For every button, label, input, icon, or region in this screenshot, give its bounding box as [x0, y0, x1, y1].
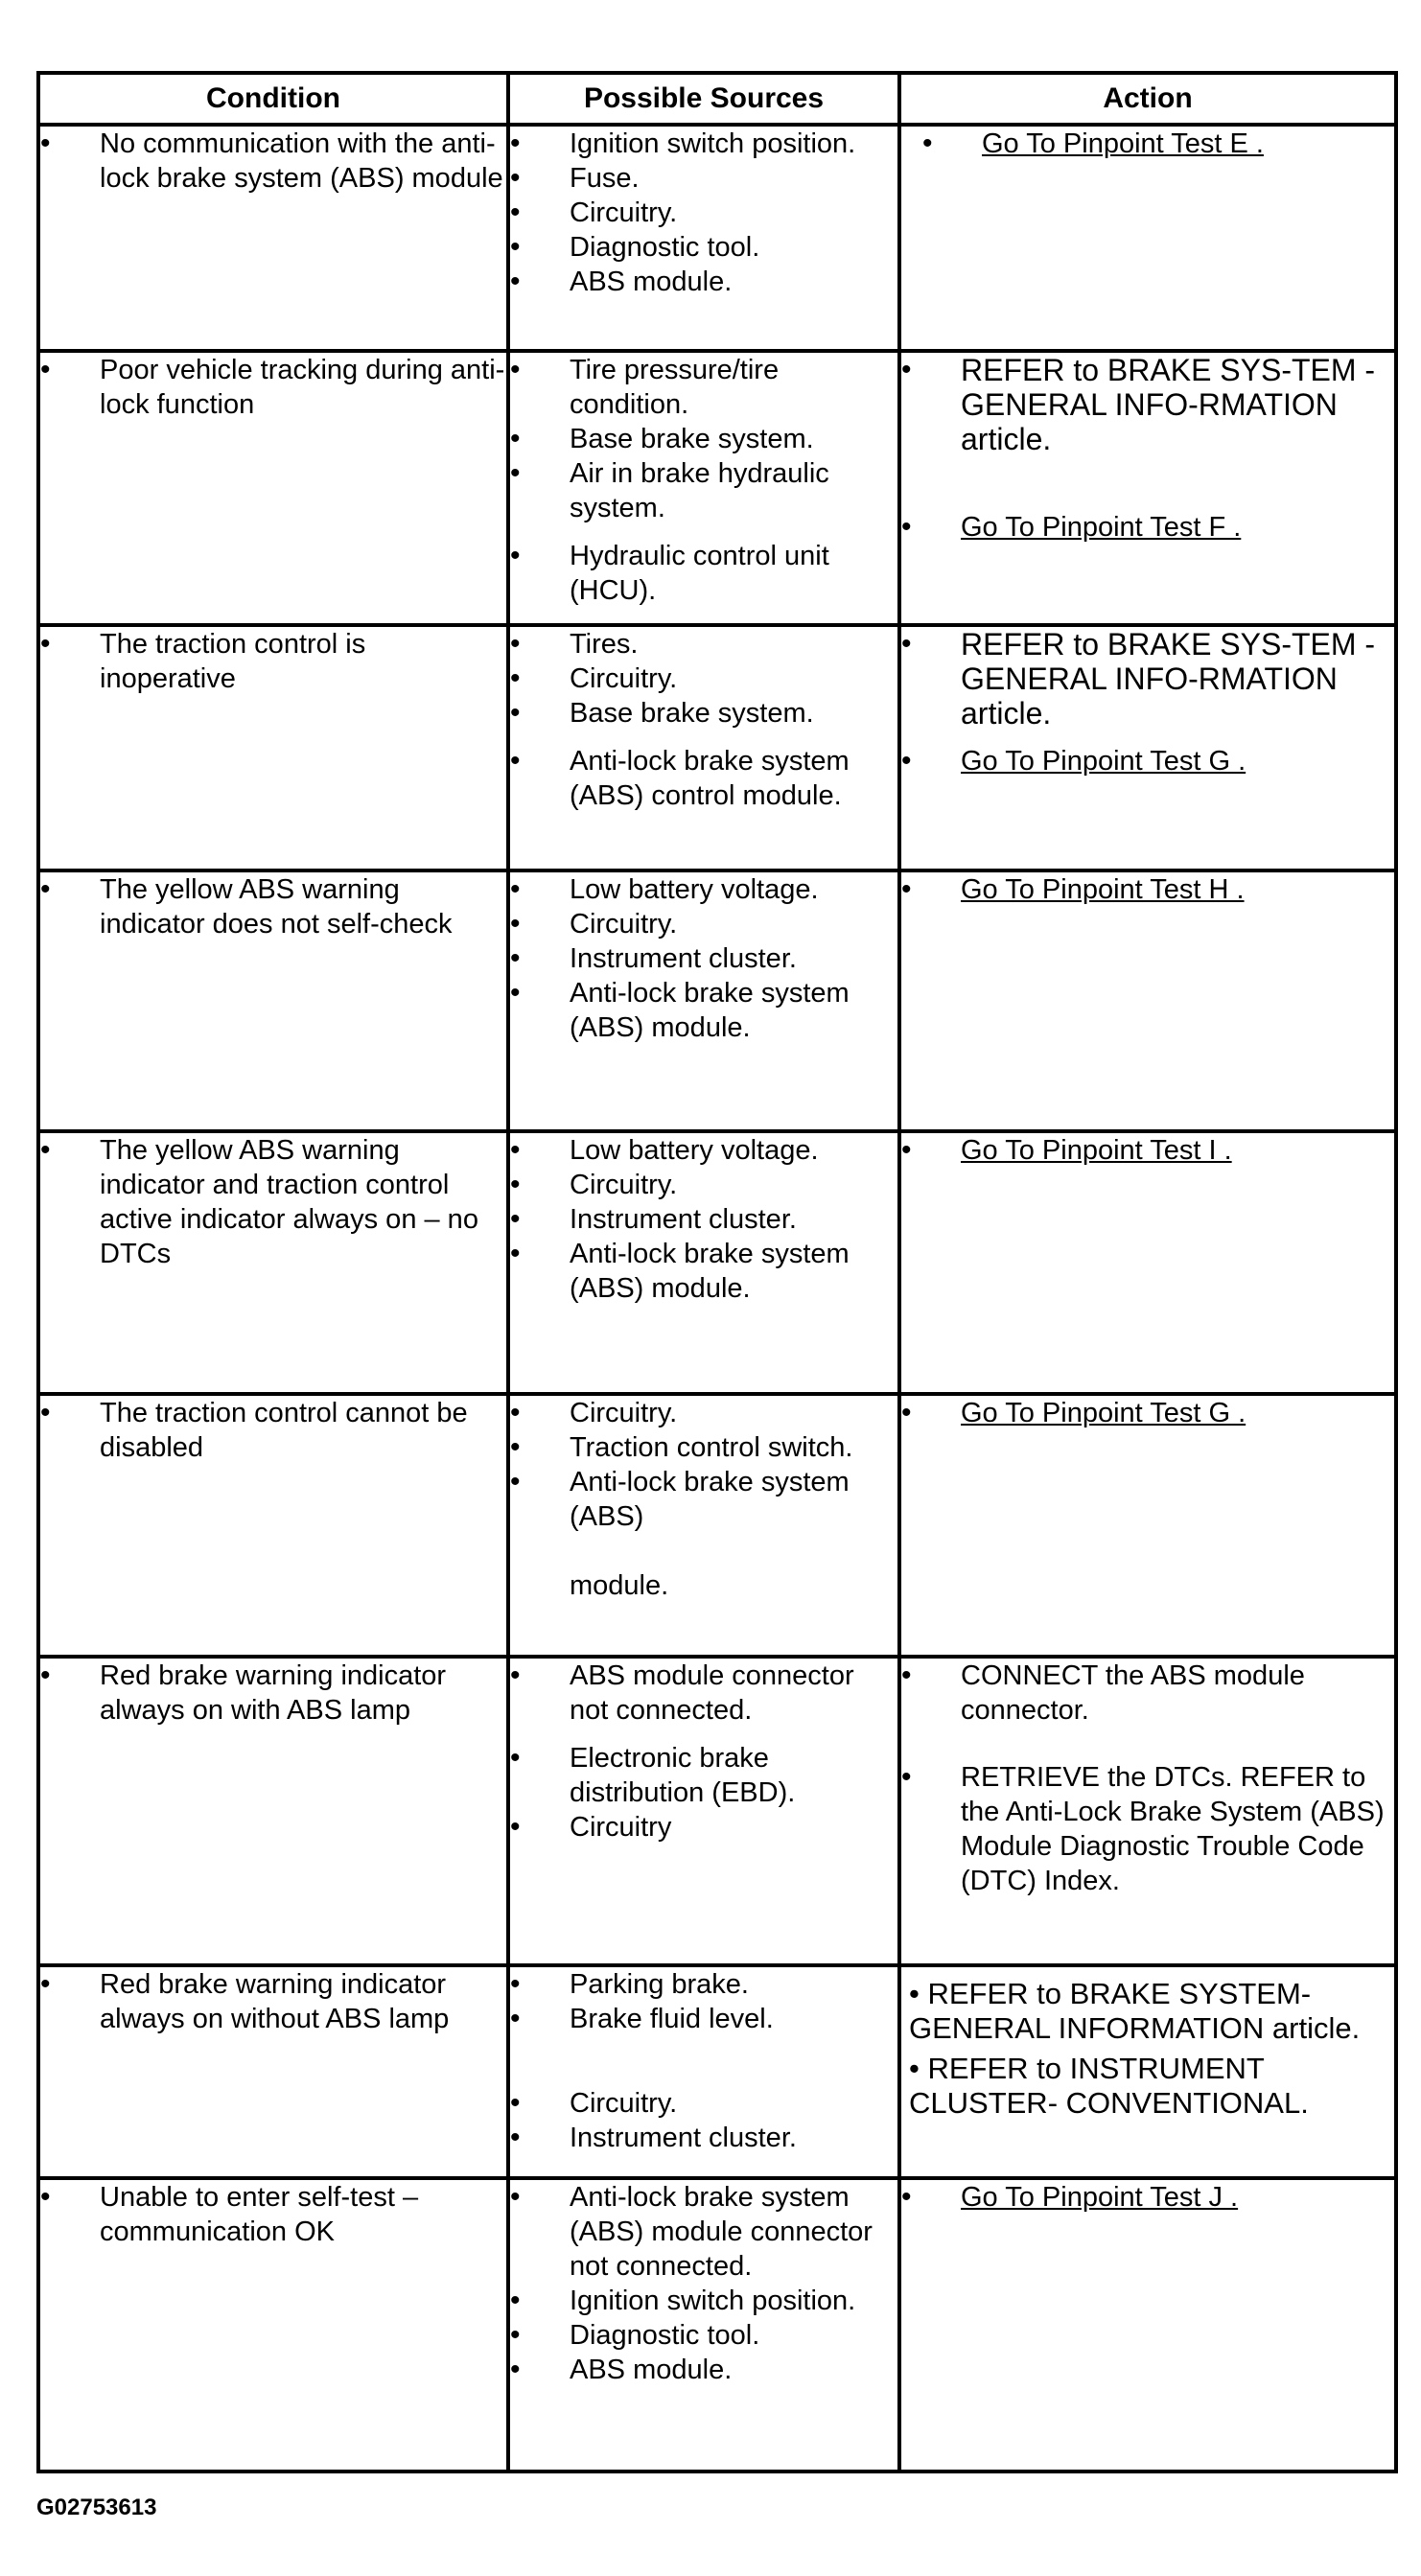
condition-cell: [38, 351, 508, 625]
source-item: • Diagnostic tool.: [510, 2318, 897, 2353]
condition-text: • The traction control cannot be disabled: [40, 1396, 506, 1465]
table-row: [38, 2178, 1396, 2472]
source-item: • Circuitry.: [510, 907, 897, 941]
refer-brake-system-text: • REFER to BRAKE SYSTEM- GENERAL INFORMATION article.: [909, 1977, 1361, 2045]
source-item: • Parking brake.: [510, 1967, 897, 2002]
condition-text: • Red brake warning indicator always on without ABS lamp: [40, 1967, 506, 2036]
action-cell: [899, 1965, 1396, 2178]
table-row: [38, 1965, 1396, 2178]
sources-cell: [508, 1394, 899, 1657]
source-item: • Base brake system.: [510, 422, 897, 456]
sources-cell: [508, 351, 899, 625]
source-item: • ABS module.: [510, 265, 897, 299]
pinpoint-test-j-link[interactable]: Go To Pinpoint Test J .: [961, 2182, 1239, 2213]
action-cell: [899, 1657, 1396, 1965]
condition-cell: [38, 1657, 508, 1965]
source-item: • Air in brake hydraulic system.: [510, 456, 897, 525]
symptom-chart-table: [36, 71, 1398, 2473]
condition-text: • The yellow ABS warning indicator does not self-check: [40, 872, 506, 941]
header-action: Action: [899, 73, 1396, 125]
pinpoint-test-g-link[interactable]: Go To Pinpoint Test G .: [961, 1398, 1246, 1428]
source-item: • Low battery voltage.: [510, 1133, 897, 1168]
sources-cell: [508, 1131, 899, 1394]
action-cell: [899, 125, 1396, 351]
refer-instrument-cluster-text: • REFER to INSTRUMENT CLUSTER- CONVENTIONAL.: [909, 2052, 1309, 2120]
condition-cell: [38, 125, 508, 351]
source-item: • Circuitry.: [510, 1168, 897, 1202]
table-row: [38, 1394, 1396, 1657]
source-item: • Anti-lock brake system (ABS) module connector not connected.: [510, 2180, 897, 2284]
pinpoint-test-g-link[interactable]: Go To Pinpoint Test G .: [961, 746, 1246, 777]
source-item: • Low battery voltage.: [510, 872, 897, 907]
table-row: [38, 125, 1396, 351]
action-cell: [899, 1394, 1396, 1657]
action-text: • RETRIEVE the DTCs. REFER to the Anti-Lock Brake System (ABS) Module Diagnostic Trouble Code (DTC) Index.: [901, 1760, 1394, 1898]
source-item: • Anti-lock brake system (ABS) module.: [510, 976, 897, 1045]
source-item: • Instrument cluster.: [510, 1202, 897, 1237]
pinpoint-test-i-link[interactable]: Go To Pinpoint Test I .: [961, 1135, 1232, 1166]
condition-text: • Red brake warning indicator always on with ABS lamp: [40, 1659, 506, 1728]
source-item: • Circuitry.: [510, 1396, 897, 1430]
source-item: • Electronic brake distribution (EBD).: [510, 1741, 897, 1810]
refer-brake-system-text: • REFER to BRAKE SYS-TEM - GENERAL INFO-RMATION article.: [901, 627, 1394, 731]
source-item: • Anti-lock brake system (ABS) control module.: [510, 744, 897, 813]
condition-text: • Poor vehicle tracking during anti-lock function: [40, 353, 506, 422]
source-item: • Diagnostic tool.: [510, 230, 897, 265]
source-item-continuation: module.: [570, 1570, 669, 1601]
sources-cell: [508, 625, 899, 870]
source-item: • Circuitry: [510, 1810, 897, 1845]
table-row: [38, 870, 1396, 1131]
condition-text: • The yellow ABS warning indicator and traction control active indicator always on – no DTCs: [40, 1133, 506, 1271]
figure-id-label: G02753613: [36, 2495, 157, 2520]
source-item: • Traction control switch.: [510, 1430, 897, 1465]
condition-cell: [38, 625, 508, 870]
source-item: • Circuitry.: [510, 661, 897, 696]
source-item: • Tire pressure/tire condition.: [510, 353, 897, 422]
table-row: [38, 1657, 1396, 1965]
sources-cell: [508, 1965, 899, 2178]
source-item: • ABS module connector not connected.: [510, 1659, 897, 1728]
source-item: • Circuitry.: [510, 196, 897, 230]
source-item: • Brake fluid level.: [510, 2002, 897, 2036]
pinpoint-test-f-link[interactable]: Go To Pinpoint Test F .: [961, 512, 1242, 543]
condition-cell: [38, 1965, 508, 2178]
table-row: [38, 625, 1396, 870]
header-condition: Condition: [38, 73, 508, 125]
table-row: [38, 351, 1396, 625]
condition-text: • Unable to enter self-test – communication OK: [40, 2180, 506, 2249]
source-item: • Anti-lock brake system (ABS) module.: [510, 1237, 897, 1306]
source-item: • Ignition switch position.: [510, 2284, 897, 2318]
source-item: • Hydraulic control unit (HCU).: [510, 539, 897, 608]
source-item: • ABS module.: [510, 2353, 897, 2387]
condition-cell: [38, 2178, 508, 2472]
table-header-row: [38, 73, 1396, 125]
condition-text: • No communication with the anti-lock brake system (ABS) module: [40, 127, 506, 196]
condition-cell: [38, 1131, 508, 1394]
action-cell: [899, 625, 1396, 870]
source-item: • Fuse.: [510, 161, 897, 196]
action-cell: [899, 351, 1396, 625]
condition-text: • The traction control is inoperative: [40, 627, 506, 696]
source-item: • Anti-lock brake system (ABS): [510, 1465, 897, 1534]
source-item: • Instrument cluster.: [510, 2121, 897, 2155]
table-row: [38, 1131, 1396, 1394]
sources-cell: [508, 1657, 899, 1965]
action-cell: [899, 1131, 1396, 1394]
diagnostic-table-container: [36, 71, 1394, 2473]
condition-cell: [38, 1394, 508, 1657]
sources-cell: [508, 2178, 899, 2472]
source-item: • Instrument cluster.: [510, 941, 897, 976]
pinpoint-test-e-link[interactable]: Go To Pinpoint Test E .: [982, 128, 1264, 159]
action-text: • CONNECT the ABS module connector.: [901, 1659, 1394, 1728]
sources-cell: [508, 125, 899, 351]
action-cell: [899, 2178, 1396, 2472]
pinpoint-test-h-link[interactable]: Go To Pinpoint Test H .: [961, 874, 1245, 905]
refer-brake-system-text: • REFER to BRAKE SYS-TEM - GENERAL INFO-RMATION article.: [901, 353, 1394, 456]
header-possible-sources: Possible Sources: [508, 73, 899, 125]
source-item: • Ignition switch position.: [510, 127, 897, 161]
condition-cell: [38, 870, 508, 1131]
sources-cell: [508, 870, 899, 1131]
source-item: • Tires.: [510, 627, 897, 661]
action-cell: [899, 870, 1396, 1131]
source-item: • Circuitry.: [510, 2086, 897, 2121]
source-item: • Base brake system.: [510, 696, 897, 731]
